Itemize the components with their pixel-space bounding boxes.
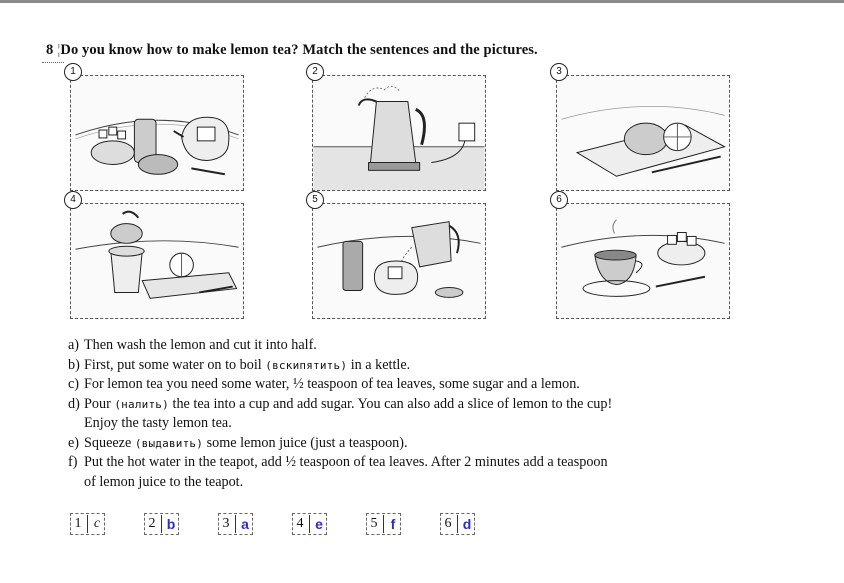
sentence-text [84,453,808,492]
separator-mark: ¦ [57,42,61,58]
sentence-text-part: in a kettle. [347,356,411,373]
cup-of-tea-illustration [556,203,730,319]
answer-box-2[interactable] [144,513,179,535]
sentence-text-part: Put the hot water in the teapot, add ½ teaspoon of tea leaves. After 2 minutes add a teaspoon [84,454,608,470]
sentence-letter: c) [68,376,80,392]
answer-value[interactable]: d [462,516,472,532]
pouring-water-teapot-illustration [312,203,486,319]
answer-box-4[interactable] [292,513,327,535]
sentence-f [68,453,808,492]
answer-box-1[interactable] [70,513,105,535]
sentence-letter: f) [68,454,78,470]
answer-divider [87,515,88,533]
answer-divider [457,515,458,533]
russian-gloss: (вскипятить) [265,358,348,372]
sentence-letter: d) [68,395,80,412]
picture-number: 4 [64,191,82,209]
answer-value[interactable]: e [315,516,323,532]
sentence-e [68,434,808,454]
answer-number: 1 [74,516,82,531]
sentence-text-part: the tea into a cup and add sugar. You can also add a slice of lemon to the cup! [168,395,613,412]
kettle-boiling-illustration [312,75,486,191]
lemon-cutting-board-illustration [556,75,730,191]
answer-box-3[interactable] [218,513,253,535]
answer-divider [161,515,162,533]
russian-gloss: (налить) [114,397,169,411]
lemon-squeezer-illustration [70,203,244,319]
picture-number: 2 [306,63,324,81]
decorative-dash [42,62,64,63]
answer-number: 6 [444,516,452,531]
sentence-text [84,395,808,434]
sentence-text-part: First, put some water on to boil [84,356,266,373]
sentence-text [84,434,808,454]
answer-value[interactable]: b [166,516,176,532]
picture-number: 3 [550,63,568,81]
exercise-number: 8 [46,42,54,58]
answer-box-5[interactable] [366,513,401,535]
exercise-instruction: Do you know how to make lemon tea? Match the sentences and the pictures. [60,42,538,58]
answer-divider [309,515,310,533]
tea-ingredients-illustration [70,75,244,191]
sentence-text-part: Enjoy the tasty lemon tea. [84,415,232,431]
sentence-letter: e) [68,434,80,451]
sentence-letter: a) [68,337,80,353]
answer-number: 3 [222,516,230,531]
sentence-text-part: Pour [84,395,115,412]
answer-number: 2 [148,516,156,531]
sentence-text-part: some lemon juice (just a teaspoon). [203,434,408,451]
russian-gloss: (выдавить) [134,436,204,450]
answer-number: 5 [370,516,378,531]
sentence-list [68,336,808,492]
top-border [0,0,844,3]
answer-value[interactable]: a [241,516,249,532]
answer-box-6[interactable] [440,513,475,535]
sentence-c [68,375,808,395]
picture-number: 6 [550,191,568,209]
answer-number: 4 [296,516,304,531]
answer-divider [383,515,384,533]
exercise-heading [46,42,538,59]
sentence-a [68,336,808,356]
picture-number: 1 [64,63,82,81]
answer-value[interactable]: f [390,516,396,532]
sentence-text-part: Squeeze [84,434,135,451]
picture-number: 5 [306,191,324,209]
sentence-text: For lemon tea you need some water, ½ teaspoon of tea leaves, some sugar and a lemon. [84,376,580,392]
answer-value[interactable]: c [93,516,101,531]
answer-divider [235,515,236,533]
sentence-d [68,395,808,434]
sentence-b [68,356,808,376]
sentence-text [84,356,808,376]
sentence-letter: b) [68,356,80,373]
sentence-text-part: of lemon juice to the teapot. [84,473,244,490]
sentence-text: Then wash the lemon and cut it into half. [84,337,317,353]
